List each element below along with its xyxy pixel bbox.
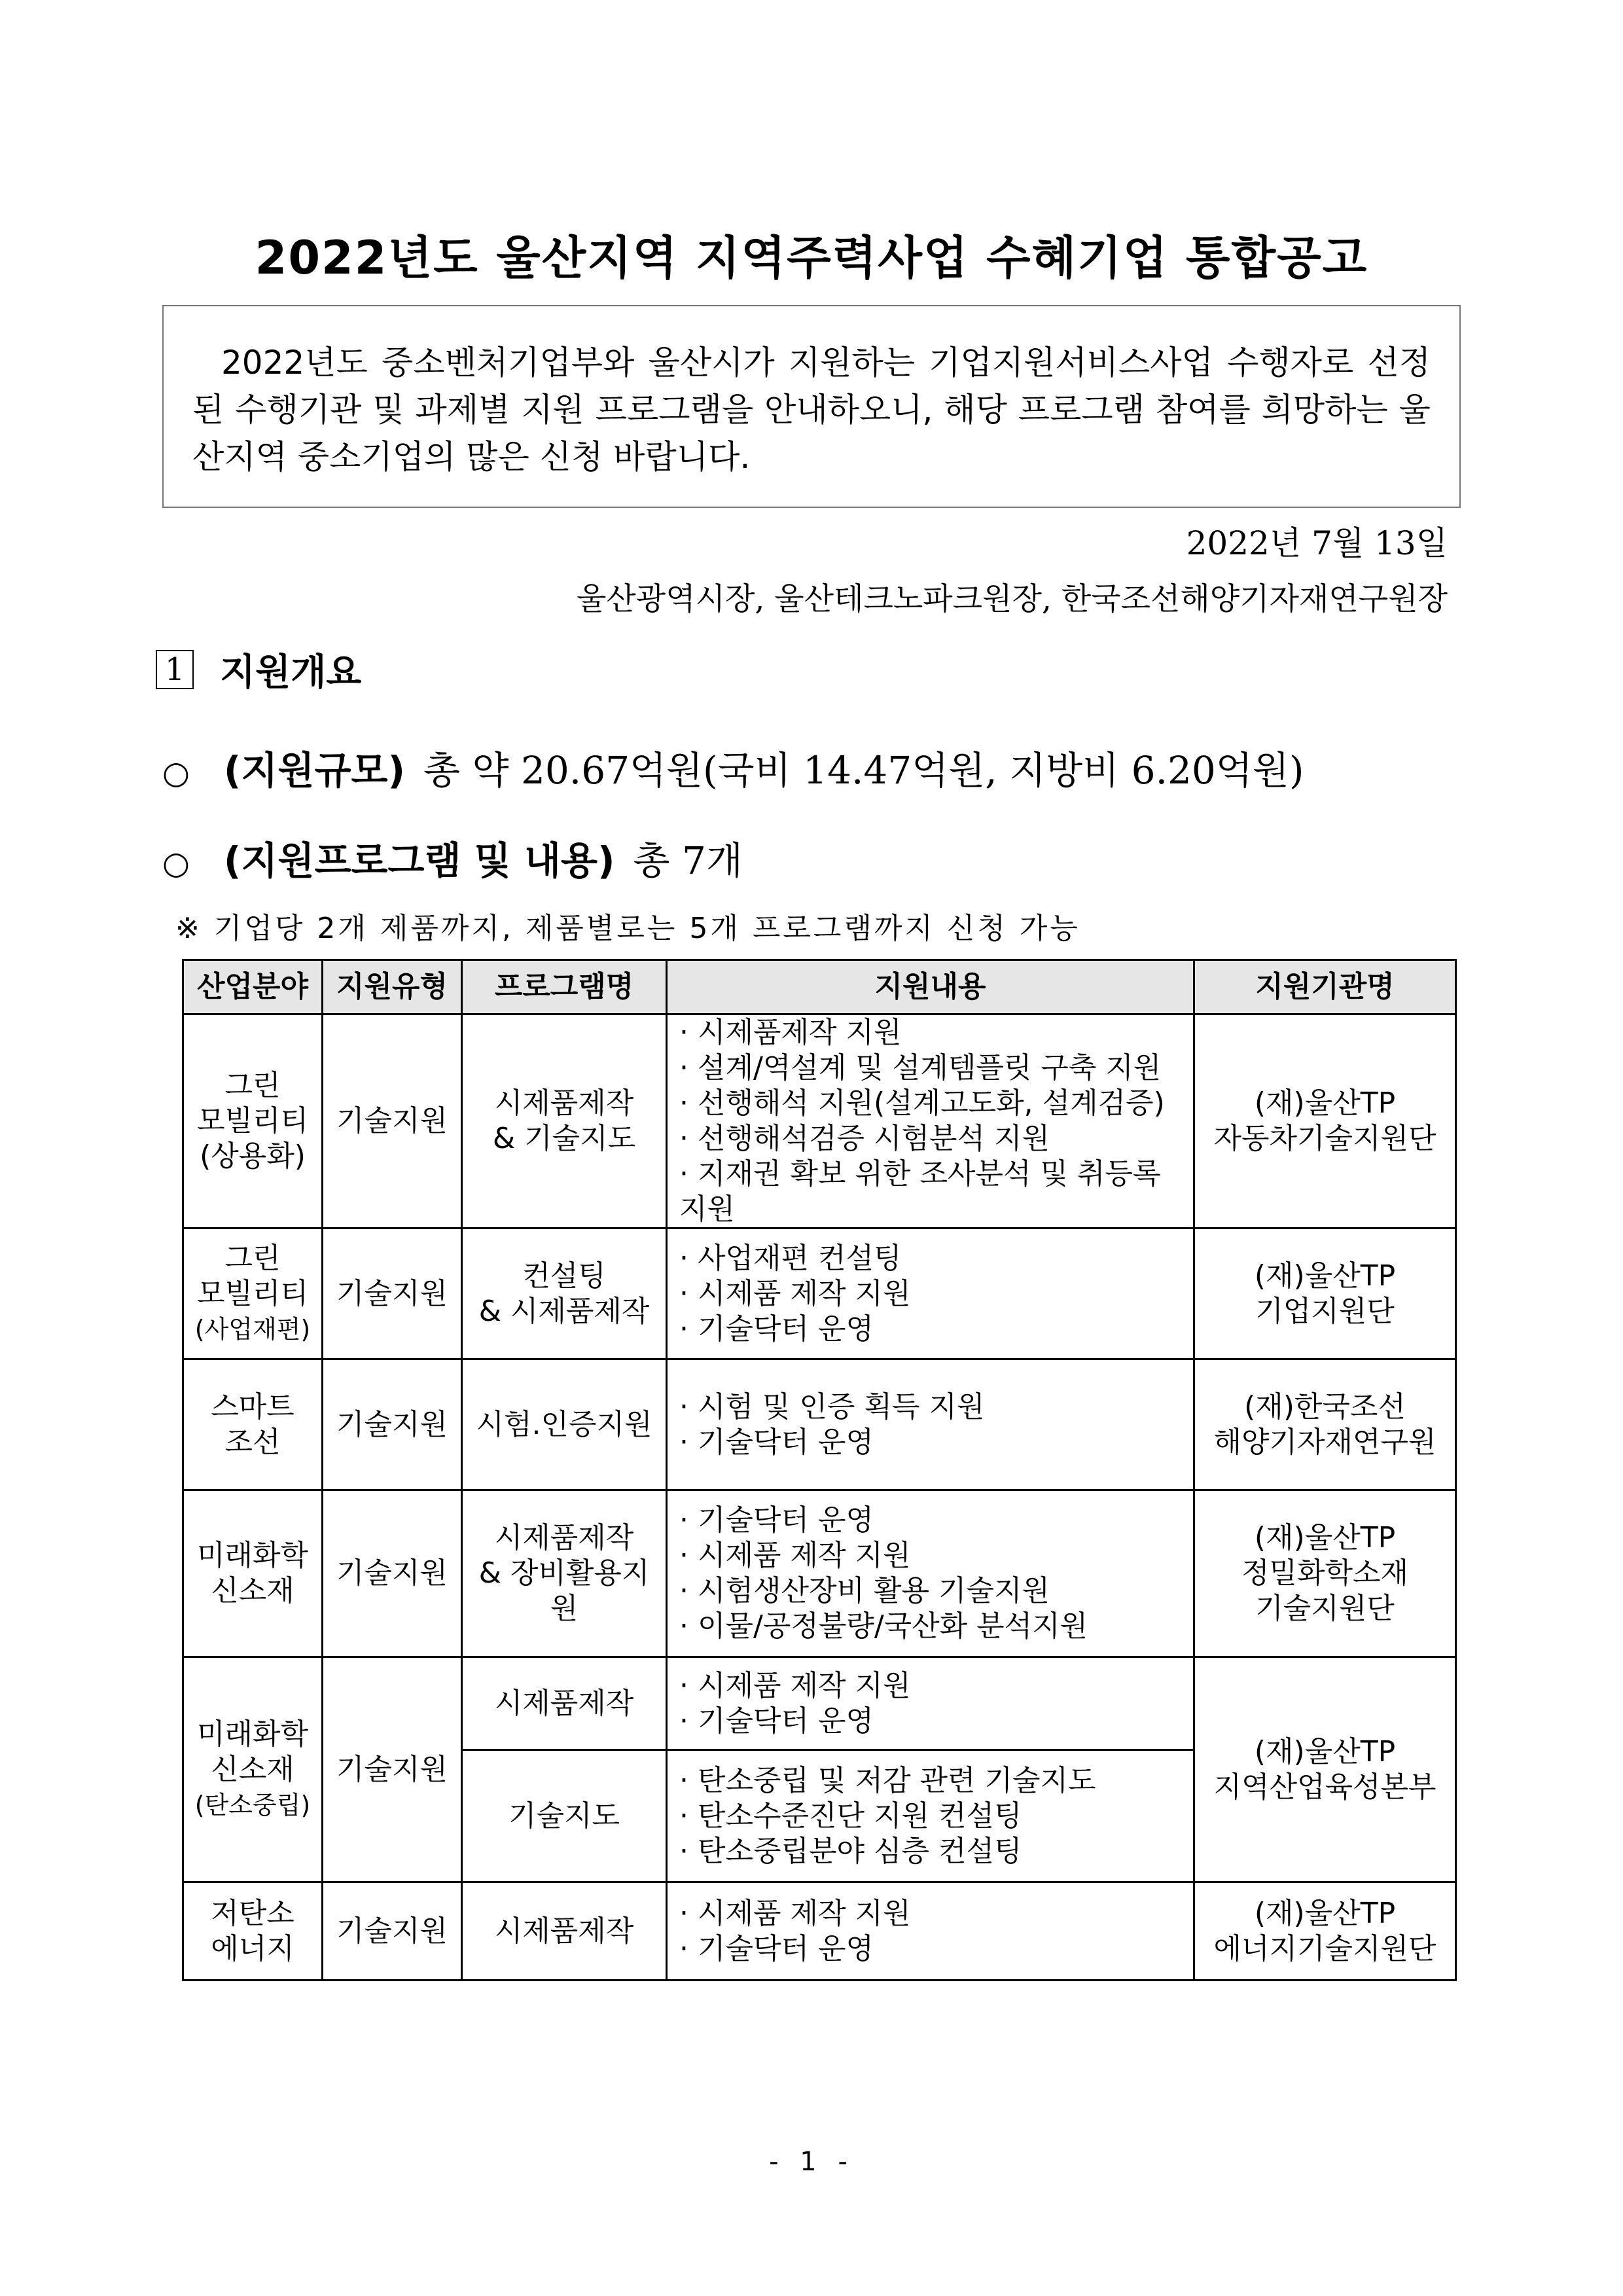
content-item: · 선행해석검증 시험분석 지원	[679, 1121, 1190, 1157]
cell-program-line: 시제품제작	[494, 1914, 634, 1948]
content-list	[679, 1015, 1190, 1227]
cell-field-line: (사업재편)	[194, 1314, 311, 1344]
cell-agency-line: (재)한국조선	[1244, 1390, 1406, 1424]
cell-field-line: 에너지	[211, 1931, 294, 1965]
cell-field-line: 미래화학	[196, 1539, 308, 1572]
cell-field-line: 모빌리티	[196, 1276, 308, 1310]
cell-content	[667, 1750, 1194, 1882]
section-title: 지원개요	[220, 651, 362, 694]
cell-program-line: 컨설팅	[522, 1259, 606, 1293]
cell-program-line: 시험.인증지원	[476, 1407, 652, 1441]
cell-agency-line: 정밀화학소재	[1241, 1556, 1409, 1590]
bullet-label: (지원프로그램 및 내용)	[223, 838, 615, 883]
table-row	[183, 1359, 1456, 1490]
cell-agency-line: (재)울산TP	[1254, 1896, 1396, 1930]
cell-field	[183, 1229, 323, 1359]
content-item: · 사업재편 컨설팅	[679, 1241, 1190, 1276]
table-row	[183, 1882, 1456, 1981]
cell-program-line: 시제품제작	[494, 1686, 634, 1720]
cell-field-line: 모빌리티	[196, 1104, 308, 1138]
content-item: · 탄소수준진단 지원 컨설팅	[679, 1799, 1190, 1834]
cell-field-line: 그린	[224, 1069, 281, 1102]
header-agency: 지원기관명	[1194, 960, 1456, 1014]
content-item: · 시험 및 인증 획득 지원	[679, 1390, 1190, 1425]
cell-field-line: 미래화학	[196, 1717, 308, 1751]
content-list	[679, 1763, 1190, 1869]
cell-field-line: 신소재	[211, 1574, 294, 1607]
content-item: · 기술닥터 운영	[679, 1425, 1190, 1460]
header-program: 프로그램명	[462, 960, 667, 1014]
cell-agency-line: 지역산업육성본부	[1213, 1770, 1436, 1804]
cell-agency-line: 에너지기술지원단	[1213, 1931, 1436, 1965]
cell-type: 기술지원	[323, 1490, 462, 1657]
content-list	[679, 1896, 1190, 1967]
cell-program	[462, 1014, 667, 1229]
cell-field	[183, 1014, 323, 1229]
cell-content	[667, 1882, 1194, 1981]
content-list	[679, 1390, 1190, 1460]
cell-program-line: & 장비활용지원	[478, 1556, 650, 1625]
content-item: · 시제품 제작 지원	[679, 1896, 1190, 1931]
bullet-text: 총 7개	[633, 838, 743, 883]
cell-content	[667, 1490, 1194, 1657]
cell-agency-line: (재)울산TP	[1254, 1086, 1396, 1120]
content-item: · 설계/역설계 및 설계템플릿 구축 지원	[679, 1050, 1190, 1086]
cell-agency-line: 기업지원단	[1255, 1294, 1395, 1328]
content-item: · 시제품 제작 지원	[679, 1276, 1190, 1312]
content-item: · 선행해석 지원(설계고도화, 설계검증)	[679, 1086, 1190, 1121]
content-list	[679, 1503, 1190, 1644]
cell-agency-line: (재)울산TP	[1254, 1259, 1396, 1293]
cell-agency	[1194, 1490, 1456, 1657]
note: ※ 기업당 2개 제품까지, 제품별로는 5개 프로그램까지 신청 가능	[175, 912, 1080, 945]
content-item: · 시제품 제작 지원	[679, 1538, 1190, 1573]
cell-field	[183, 1882, 323, 1981]
cell-agency-line: 자동차기술지원단	[1213, 1122, 1436, 1155]
cell-field-line: (상용화)	[200, 1139, 306, 1173]
cell-program-line: & 시제품제작	[478, 1294, 650, 1328]
cell-field-line: 신소재	[211, 1752, 294, 1786]
table-row	[183, 1014, 1456, 1229]
content-item: · 탄소중립분야 심층 컨설팅	[679, 1834, 1190, 1869]
bullet-support-programs	[162, 830, 743, 885]
cell-type: 기술지원	[323, 1359, 462, 1490]
content-item: · 시제품 제작 지원	[679, 1668, 1190, 1704]
program-table	[182, 959, 1457, 1981]
cell-program-line: 기술지도	[508, 1799, 620, 1833]
cell-field-line: 저탄소	[211, 1896, 294, 1930]
cell-field-line: 조선	[224, 1425, 281, 1459]
cell-program	[462, 1882, 667, 1981]
cell-field	[183, 1657, 323, 1882]
cell-program	[462, 1750, 667, 1882]
cell-agency	[1194, 1882, 1456, 1981]
cell-agency	[1194, 1229, 1456, 1359]
table-row	[183, 1490, 1456, 1657]
cell-field-line: (탄소중립)	[194, 1790, 311, 1820]
cell-type: 기술지원	[323, 1657, 462, 1882]
content-item: · 기술닥터 운영	[679, 1931, 1190, 1967]
cell-agency-line: 해양기자재연구원	[1213, 1425, 1436, 1459]
cell-agency	[1194, 1014, 1456, 1229]
page-title: 2022년도 울산지역 지역주력사업 수혜기업 통합공고	[255, 231, 1368, 285]
cell-agency	[1194, 1359, 1456, 1490]
cell-program	[462, 1490, 667, 1657]
cell-program	[462, 1359, 667, 1490]
cell-program	[462, 1229, 667, 1359]
cell-field-line: 그린	[224, 1241, 281, 1275]
cell-type: 기술지원	[323, 1014, 462, 1229]
section-heading	[156, 647, 361, 692]
header-content: 지원내용	[667, 960, 1194, 1014]
content-item: · 시제품제작 지원	[679, 1015, 1190, 1050]
cell-content	[667, 1359, 1194, 1490]
content-list	[679, 1241, 1190, 1347]
content-list	[679, 1668, 1190, 1739]
cell-agency-line: (재)울산TP	[1254, 1734, 1396, 1768]
table-row	[183, 1229, 1456, 1359]
content-item: · 시험생산장비 활용 기술지원	[679, 1573, 1190, 1609]
cell-content	[667, 1657, 1194, 1750]
header-field: 산업분야	[183, 960, 323, 1014]
cell-agency-line: (재)울산TP	[1254, 1521, 1396, 1554]
cell-type: 기술지원	[323, 1229, 462, 1359]
cell-field	[183, 1359, 323, 1490]
table-header-row	[183, 960, 1456, 1014]
header-type: 지원유형	[323, 960, 462, 1014]
bullet-support-scale	[162, 740, 1304, 795]
cell-field	[183, 1490, 323, 1657]
bullet-mark: ○	[162, 755, 190, 791]
cell-program-line: 시제품제작	[494, 1086, 634, 1120]
issuers: 울산광역시장, 울산테크노파크원장, 한국조선해양기자재연구원장	[576, 581, 1448, 617]
page-number: - 1 -	[769, 2147, 854, 2177]
cell-program-line: 시제품제작	[494, 1521, 634, 1554]
cell-content	[667, 1014, 1194, 1229]
content-item: · 탄소중립 및 저감 관련 기술지도	[679, 1763, 1190, 1799]
content-item: · 기술닥터 운영	[679, 1704, 1190, 1739]
content-item: · 기술닥터 운영	[679, 1312, 1190, 1347]
bullet-mark: ○	[162, 845, 190, 882]
intro-text: 2022년도 중소벤처기업부와 울산시가 지원하는 기업지원서비스사업 수행자로 선정된 수행기관 및 과제별 지원 프로그램을 안내하오니, 해당 프로그램 참여를 희망하는 울산지역 중소기업의 많은 신청 바랍니다.	[192, 344, 1431, 476]
cell-field-line: 스마트	[211, 1390, 294, 1424]
bullet-text: 총 약 20.67억원(국비 14.47억원, 지방비 6.20억원)	[423, 748, 1304, 793]
cell-content	[667, 1229, 1194, 1359]
cell-program-line: & 기술지도	[492, 1122, 636, 1155]
section-number: 1	[156, 650, 194, 689]
content-item: · 지재권 확보 위한 조사분석 및 취등록 지원	[679, 1157, 1190, 1227]
cell-agency	[1194, 1657, 1456, 1882]
intro-box	[162, 305, 1461, 508]
cell-program	[462, 1657, 667, 1750]
bullet-label: (지원규모)	[223, 748, 406, 793]
table-row	[183, 1657, 1456, 1750]
content-item: · 이물/공정불량/국산화 분석지원	[679, 1609, 1190, 1644]
cell-type: 기술지원	[323, 1882, 462, 1981]
announcement-date: 2022년 7월 13일	[1186, 524, 1448, 562]
cell-agency-line: 기술지원단	[1255, 1592, 1395, 1625]
content-item: · 기술닥터 운영	[679, 1503, 1190, 1538]
